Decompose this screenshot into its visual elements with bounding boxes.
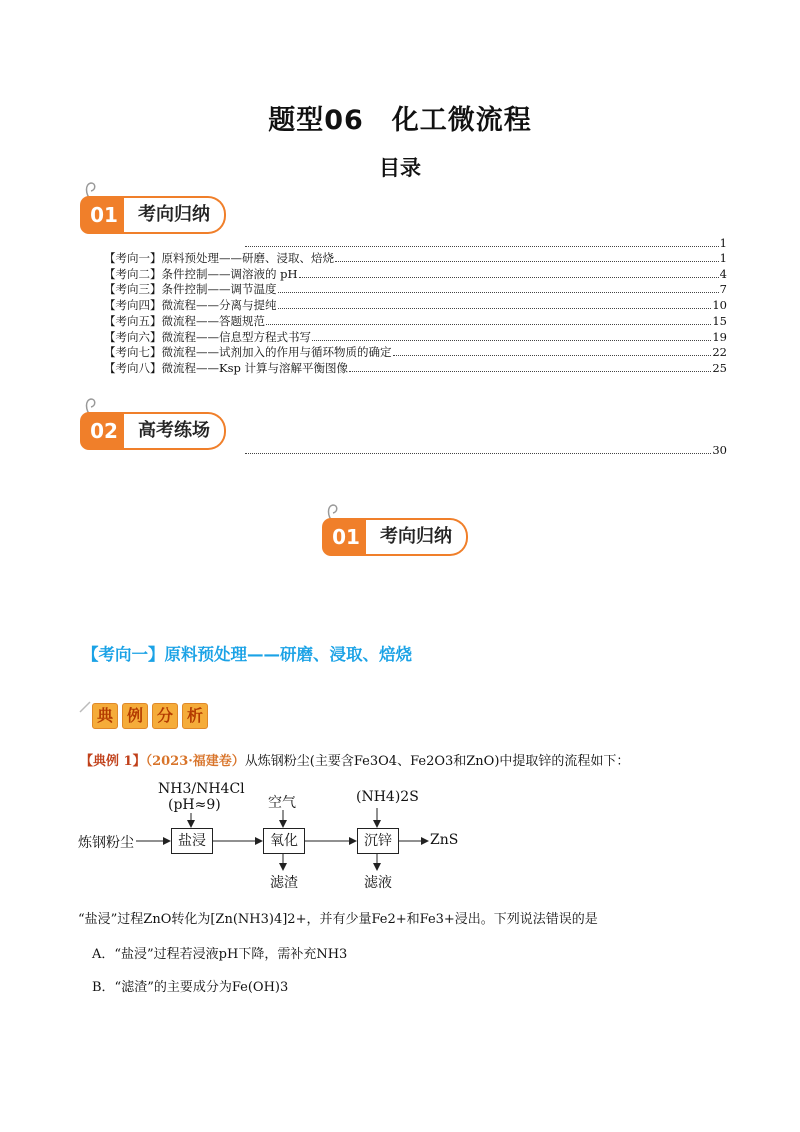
badge-char: 例 xyxy=(122,703,148,729)
toc-page: 10 xyxy=(712,298,727,313)
section-heading: 【考向一】原料预处理——研磨、浸取、焙烧 xyxy=(82,645,412,664)
badge-label: 高考练场 xyxy=(124,412,226,450)
badge-char: 析 xyxy=(182,703,208,729)
page-title: 题型06 化工微流程 xyxy=(268,105,532,136)
badge-number: 01 xyxy=(80,196,128,234)
reagent-2: 空气 xyxy=(268,795,296,811)
reagent-1-line1: NH3/NH4Cl xyxy=(158,781,245,797)
step-box-3: 沉锌 xyxy=(357,828,399,854)
toc-title: 【考向五】微流程——答题规范 xyxy=(104,313,265,328)
toc-page: 4 xyxy=(719,266,727,281)
toc-page: 7 xyxy=(719,282,727,297)
toc-heading: 目录 xyxy=(379,156,421,180)
toc-title: 【考向六】微流程——信息型方程式书写 xyxy=(104,329,311,344)
toc-title: 【考向四】微流程——分离与提纯 xyxy=(104,298,277,313)
toc-page: 1 xyxy=(719,251,727,265)
option-b[interactable]: B．“滤渣”的主要成分为Fe(OH)3 xyxy=(92,980,289,995)
flow-output-2: 滤渣 xyxy=(270,875,298,891)
step-box-1: 盐浸 xyxy=(171,828,213,854)
flow-start: 炼钢粉尘 xyxy=(78,835,134,851)
toc-title: 【考向三】条件控制——调节温度 xyxy=(104,282,277,297)
flow-product: ZnS xyxy=(430,832,459,848)
toc-page: 25 xyxy=(712,360,727,375)
badge-number: 01 xyxy=(322,518,370,556)
badge-label: 考向归纳 xyxy=(366,518,468,556)
toc-page: 1 xyxy=(719,236,727,250)
reagent-1-line2: (pH≈9) xyxy=(168,797,221,813)
toc-page: 19 xyxy=(712,329,727,344)
example-source: （2023·福建卷） xyxy=(145,754,245,769)
toc-title: 【考向七】微流程——试剂加入的作用与循环物质的确定 xyxy=(104,345,392,360)
question-text: “盐浸”过程ZnO转化为[Zn(NH3)4]2+，并有少量Fe2+和Fe3+浸出。下列说法错误的是 xyxy=(78,912,598,927)
badge-char: 典 xyxy=(92,703,118,729)
example-text: 从炼钢粉尘(主要含Fe3O4、Fe2O3和ZnO)中提取锌的流程如下： xyxy=(244,754,630,769)
toc-title: 【考向一】原料预处理——研磨、浸取、焙烧 xyxy=(104,251,334,265)
toc-title: 【考向二】条件控制——调溶液的 pH xyxy=(104,266,298,281)
badge-label: 考向归纳 xyxy=(124,196,226,234)
toc-page: 22 xyxy=(712,345,727,360)
step-box-2: 氧化 xyxy=(263,828,305,854)
flow-output-3: 滤液 xyxy=(364,875,392,891)
toc-page: 30 xyxy=(712,443,727,457)
toc-title: 【考向八】微流程——Ksp 计算与溶解平衡图像 xyxy=(104,360,349,375)
badge-number: 02 xyxy=(80,412,128,450)
reagent-3: (NH4)2S xyxy=(356,789,419,805)
toc-page: 15 xyxy=(712,313,727,328)
option-a[interactable]: A．“盐浸”过程若浸液pH下降，需补充NH3 xyxy=(92,947,348,962)
example-label: 【典例 1】 xyxy=(80,754,146,769)
badge-char: 分 xyxy=(152,703,178,729)
